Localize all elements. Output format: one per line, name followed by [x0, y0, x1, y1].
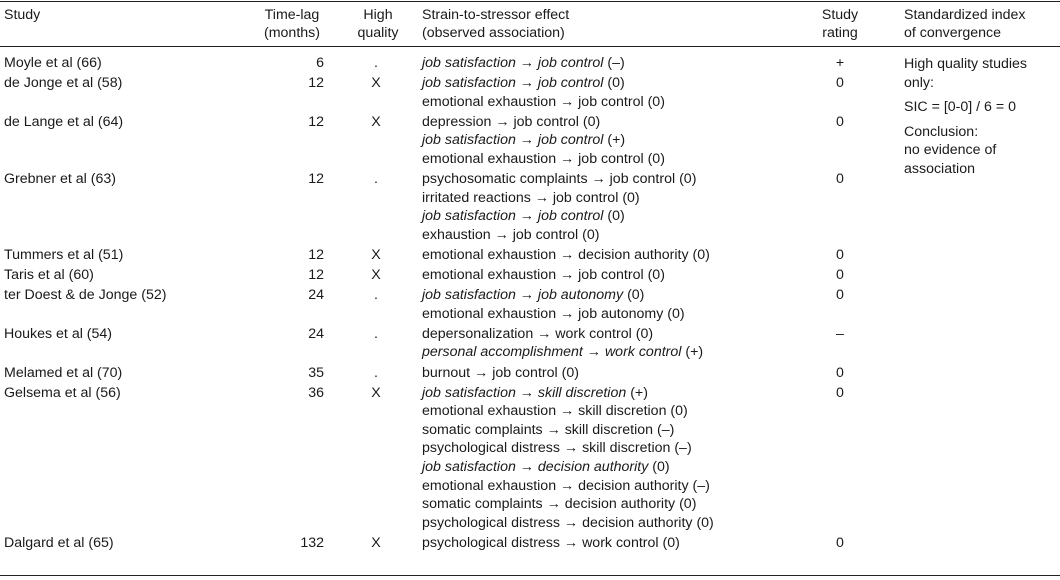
- effect-line: [422, 266, 802, 285]
- header-study: Study: [4, 7, 41, 23]
- effect-value: (+): [607, 132, 626, 149]
- effect-value: (–): [656, 421, 675, 438]
- effect-line: [422, 439, 802, 458]
- time-lag: 24: [308, 287, 324, 304]
- effect-text: psychological distress → work control: [422, 534, 659, 551]
- effect-value: (0): [652, 458, 670, 475]
- study-rating: 0: [836, 171, 844, 188]
- high-quality-mark: .: [374, 171, 378, 188]
- effect-list: [422, 384, 802, 533]
- effect-value: (0): [696, 514, 714, 531]
- effect-line: [422, 364, 802, 383]
- high-quality-mark: X: [371, 267, 381, 284]
- time-lag: 12: [308, 75, 324, 92]
- effect-text: depersonalization → work control: [422, 325, 632, 342]
- effect-value: (–): [674, 440, 692, 457]
- effect-value: (0): [607, 75, 625, 92]
- table-row: [0, 170, 900, 246]
- effect-line: [422, 421, 802, 440]
- effect-line: [422, 514, 802, 533]
- sic-formula: SIC = [0-0] / 6 = 0: [904, 99, 1016, 115]
- effect-value: (+): [685, 344, 704, 361]
- effect-value: (0): [692, 246, 710, 263]
- study-name: Moyle et al (66): [4, 55, 102, 71]
- effect-line: [422, 384, 802, 403]
- study-name: Gelsema et al (56): [4, 384, 121, 401]
- effect-line: [422, 189, 802, 208]
- study-rating: 0: [836, 267, 844, 284]
- high-quality-mark: .: [374, 364, 378, 381]
- time-lag: 12: [308, 113, 324, 130]
- effect-line: [422, 246, 802, 265]
- study-rating: 0: [836, 75, 844, 92]
- effect-list: [422, 246, 802, 265]
- table-row: [0, 286, 900, 325]
- effect-list: [422, 364, 802, 383]
- effect-list: [422, 325, 802, 362]
- table-row: [0, 74, 900, 113]
- effect-text: emotional exhaustion → decision authority: [422, 477, 689, 494]
- header-study-rating: Study rating: [821, 7, 859, 41]
- study-name: Dalgard et al (65): [4, 534, 114, 551]
- effect-line: [422, 495, 802, 514]
- study-name: Melamed et al (70): [4, 364, 123, 381]
- table-row: [0, 384, 900, 534]
- effect-text: psychological distress → decision authority: [422, 514, 693, 531]
- effect-line: [422, 286, 802, 305]
- effect-line: [422, 458, 802, 477]
- effect-text: exhaustion → job control: [422, 226, 579, 243]
- effect-value: (0): [647, 150, 665, 167]
- table-row: [0, 266, 900, 286]
- table-body: [0, 54, 900, 554]
- header-high-quality: High quality: [357, 7, 399, 41]
- study-rating: 0: [836, 287, 844, 304]
- study-name: Houkes et al (54): [4, 325, 113, 342]
- effect-list: [422, 113, 802, 169]
- study-name: de Lange et al (64): [4, 113, 124, 130]
- high-quality-mark: X: [371, 534, 381, 551]
- study-name: Taris et al (60): [4, 267, 94, 284]
- effect-value: (0): [627, 287, 645, 304]
- study-rating: 0: [836, 246, 844, 263]
- effect-line: [422, 93, 802, 112]
- effect-text: somatic complaints → decision authority: [422, 496, 676, 513]
- effect-line: [422, 226, 802, 245]
- effect-line: [422, 150, 802, 169]
- effect-value: (0): [647, 93, 665, 110]
- effect-line: [422, 534, 802, 553]
- table-row: [0, 534, 900, 554]
- sic-conclusion-2: no evidence of: [904, 142, 997, 158]
- effect-list: [422, 170, 802, 244]
- effect-line: [422, 207, 802, 226]
- effect-text: somatic complaints → skill discretion: [422, 421, 654, 438]
- effect-line: [422, 54, 802, 73]
- study-rating: –: [836, 325, 844, 342]
- time-lag: 132: [300, 534, 324, 551]
- top-rule: [0, 1, 1060, 2]
- effect-line: [422, 402, 802, 421]
- effect-value: (+): [630, 384, 648, 401]
- effect-list: [422, 54, 802, 73]
- effect-line: [422, 305, 802, 324]
- time-lag: 35: [308, 364, 324, 381]
- effect-text: irritated reactions → job control: [422, 189, 619, 206]
- effect-text: emotional exhaustion → job control: [422, 150, 644, 167]
- high-quality-mark: .: [374, 287, 378, 304]
- effect-text: job satisfaction → job control: [422, 132, 604, 149]
- header-rule: [0, 46, 1060, 47]
- high-quality-mark: X: [371, 75, 381, 92]
- effect-line: [422, 131, 802, 150]
- effect-text: personal accomplishment → work control: [422, 344, 682, 361]
- header-effect: Strain-to-stressor effect (observed association): [422, 7, 570, 41]
- effect-value: (–): [607, 55, 625, 71]
- high-quality-mark: X: [371, 113, 381, 130]
- effect-text: job satisfaction → job control: [422, 55, 604, 71]
- effect-text: emotional exhaustion → decision authority: [422, 246, 689, 263]
- header-timelag: Time-lag (months): [264, 7, 320, 41]
- effect-value: (0): [662, 534, 680, 551]
- table-row: [0, 364, 900, 384]
- effect-value: (0): [635, 325, 654, 342]
- effect-text: depression → job control: [422, 113, 579, 130]
- high-quality-mark: .: [374, 55, 378, 71]
- effect-text: job satisfaction → job autonomy: [422, 287, 624, 304]
- study-name: ter Doest & de Jonge (52): [4, 287, 167, 304]
- effect-text: job satisfaction → decision authority: [422, 458, 649, 475]
- effect-text: emotional exhaustion → job control: [422, 267, 644, 284]
- effect-text: emotional exhaustion → job control: [422, 93, 644, 110]
- table-row: [0, 113, 900, 170]
- effect-line: [422, 325, 802, 344]
- high-quality-mark: X: [371, 246, 381, 263]
- study-name: de Jonge et al (58): [4, 75, 123, 92]
- study-rating: 0: [836, 364, 844, 381]
- effect-text: job satisfaction → job control: [422, 208, 604, 225]
- effect-text: emotional exhaustion → skill discretion: [422, 403, 667, 420]
- effect-value: (0): [582, 226, 600, 243]
- study-rating: 0: [836, 534, 844, 551]
- effect-text: emotional exhaustion → job autonomy: [422, 305, 664, 322]
- effect-line: [422, 113, 802, 132]
- study-name: Grebner et al (63): [4, 171, 116, 188]
- effect-line: [422, 74, 802, 93]
- sic-line-1: High quality studies: [904, 56, 1028, 72]
- effect-value: (0): [622, 189, 640, 206]
- time-lag: 12: [308, 246, 324, 263]
- effect-value: (0): [582, 113, 601, 130]
- effect-list: [422, 286, 802, 323]
- time-lag: 12: [308, 171, 324, 188]
- time-lag: 6: [316, 55, 324, 71]
- effect-text: psychosomatic complaints → job control: [422, 171, 676, 188]
- study-rating: +: [835, 55, 845, 71]
- bottom-rule: [0, 575, 1060, 576]
- study-rating: 0: [836, 113, 844, 130]
- effect-value: (0): [647, 267, 665, 284]
- high-quality-mark: .: [374, 325, 378, 342]
- effect-list: [422, 266, 802, 285]
- effect-value: (0): [607, 208, 625, 225]
- sic-conclusion-1: Conclusion:: [904, 123, 979, 140]
- header-sic: Standardized index of convergence: [904, 7, 1026, 41]
- effect-value: (0): [670, 403, 688, 420]
- effect-list: [422, 74, 802, 111]
- time-lag: 24: [308, 325, 324, 342]
- table-row: [0, 325, 900, 364]
- sic-panel: [904, 55, 1054, 178]
- effect-text: burnout → job control: [422, 364, 558, 381]
- effect-text: job satisfaction → job control: [422, 75, 604, 92]
- effect-line: [422, 343, 802, 362]
- effect-value: (–): [692, 477, 710, 494]
- sic-conclusion-3: association: [904, 160, 975, 177]
- effect-list: [422, 534, 802, 553]
- table-row: [0, 246, 900, 266]
- effect-value: (0): [561, 364, 579, 381]
- effect-line: [422, 477, 802, 496]
- table-row: [0, 54, 900, 74]
- effect-text: job satisfaction → skill discretion: [422, 384, 627, 401]
- effect-value: (0): [667, 305, 685, 322]
- time-lag: 36: [308, 384, 324, 401]
- effect-value: (0): [679, 496, 697, 513]
- effect-value: (0): [679, 171, 697, 188]
- high-quality-mark: X: [371, 384, 381, 401]
- effect-text: psychological distress → skill discretion: [422, 440, 671, 457]
- sic-line-2: only:: [904, 74, 934, 91]
- study-rating: 0: [836, 384, 844, 401]
- time-lag: 12: [308, 267, 324, 284]
- effect-line: [422, 170, 802, 189]
- study-name: Tummers et al (51): [4, 246, 124, 263]
